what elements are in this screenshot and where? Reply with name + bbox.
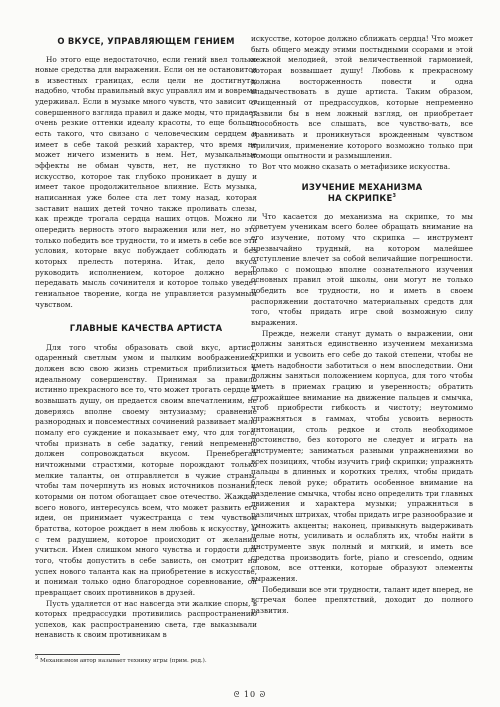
section-heading-taste: О ВКУСЕ, УПРАВЛЯЮЩЕМ ГЕНИЕМ [57,36,235,46]
ornament-left-icon: ᘓ [233,690,241,699]
paragraph-qualities: Для того чтобы образовать свой вкус, артист, одаренный светлым умом и пылким воображением, должен всю свою жизнь стремиться приблизиться к идеальному совершенству. Принимая за правило истинно прекрасного все то, что может трогать сердце и возвышать душу, он предается своим впечатлениям, не доверяясь вполне своему энтузиазму; сравнение разнородных и повсеместных сочинений развивает мало помалу его суждение и показывает ему, что для того, чтобы признать в себе задатку, гений непременно должен сопровождаться вкусом. Пренебрегая ничтожными страстями, которые порождают только мелкие таланты, он отправляется в чужие страны, чтобы там почерпнуть из новых источников познания, которыми он потом обогащает свое отечество. Жаждая всего нового, интересуясь всем, что может развить его идеи, он принимает чужестранца с тем чувством братства, которое рождает в нем любовь к искусству, и с тем радушием, которое происходит от желания учиться. Имея слишком много чувства и гордости для того, чтобы допустить в себе зависть, он смотрит на успех нового таланта как на приобретение в искусстве, и понимая только одно благородное соревнование, он превращает своих противников в друзей. [35,342,257,597]
section-heading-mechanism [251,182,473,204]
left-column [35,34,257,641]
footnote-text: Механизмом автор называет технику игры (прим. ред.). [38,658,207,664]
paragraph-mechanism: Что касается до механизма на скрипке, то мы советуем ученикам всего более обращать внимание на его изучение, потому что скрипка — инструмент чрезвычайно трудный, на котором малейшее отступление влечет за собой величайшие погрешности. Только с помощью вполне сознательного изучения основных правил этой школы, они могут не только победить все трудности, но и иметь в своем распоряжении достаточно материальных средств для того, чтобы придать игре свой возможную силу выражения. [251,211,473,328]
paragraph-taste: Но этого еще недостаточно, если гений ввел только новые средства для выражения. Если он не остановится в известных границах, если цели не достигнута; надобно, чтобы правильный вкус управлял им и вовремя удерживал. Если в музыке много чувств, что зависит от совершенного взгляда правил и даже моды, что придает очень резкие оттенки идеалу красоты, то еще больше есть такого, что связано с человеческим сердцем и имеет в себе такой резкий характер, что время не может ничего изменить в нем. Нет, музыкальные эффекты не обман чувств, нет, не пустякно то искусство, которое так глубоко проникает в душу и имеет такое продолжительное влияние. Есть музыка, написанная уже более ста лет тому назад, которая заставит наших детей точно также проливать слезы, как прежде трогала сердца наших отцов. Можно ли опередить верность этого выражения или нет, но это только победить все трудности, то и иметь в себе все эти условия, которые вкус побуждает соблюдать и без которых прелесть потеряна. Итак, дело вкуса руководить исполнением, которое должно верно передавать мысль сочинителя и которое только уведет гениальное творение, когда не управляется разумным чувством. [35,54,257,309]
section-heading-qualities: ГЛАВНЫЕ КАЧЕСТВА АРТИСТА [69,323,223,334]
heading-line-2: НА СКРИПКЕ$^3$ [327,192,397,203]
ornament-right-icon: ᘐ [259,690,267,699]
page-number-block [0,690,500,700]
paragraph-disputes: Пусть удаляется от нас навсегда эти жалкие споры, в которых предрассудки противились распространению успехов, как распространению света, где выказывали ненависть к своим противникам в [35,598,257,640]
heading-line-1: ИЗУЧЕНИЕ МЕХАНИЗМА [301,181,423,192]
paragraph-conclusion: Победивши все эти трудности, талант идет вперед, не встречая более препятствий, доходит до полного развития. [251,584,473,615]
page-number: 10 [243,690,257,699]
footnote-divider [35,654,120,655]
right-column [251,34,473,616]
paragraph-continued: искусстве, которое должно сближать сердца! Что может быть общего между этими постыдными ссорами и этой нежной мелодией, этой величественной гармонией, которая возвышает душу! Любовь к прекрасному должна восторженность повести и одна владычествовать в душе артиста. Таким образом, очищенный от предрассудков, которые непременно развили бы в нем ложный взгляд, он приобретает способность все слышать, все чувство-вать, все сравнивать и проникнуться врожденным чувством приличия, применение которого возможно только при помощи опытности и размышления. [251,34,473,161]
paragraph-exercises: Прежде, нежели станут думать о выражении, они должны заняться единственно изучением механизма скрипки и усвоить его себе до такой степени, чтобы не иметь надобности заботиться о нем впоследствии. Они должны заняться положением корпуса, для того чтобы иметь в приемах грацию и уверенность; обратить строжайшее внимание на движение пальцев и смычка, чтоб приобрести гибкость и чистоту; неутомимо упражняться в гаммах, чтобы усвоить верность интонации, столь редкое и столь необходимое достоинство, без которого не следует и играть на инструменте; заниматься разными упражнениями во всех позициях, чтобы изучить гриф скрипки; упражнять пальцы в длинных и коротких трелях, чтобы придать блеск левой руке; обратить особенное внимание на разделение смычка, чтобы ясно определить три главных движения и характера музыки; упражняться в различных штрихах, чтобы придать игре разнообразие и умножить акценты; наконец, привыкнуть выдерживать целые ноты, усиливать и ослаблять их, чтобы найти в инструменте звук полный и мягкий, и иметь все средства производить forte, piano и crescendo, одним словом, все оттенки, которые образуют элементы выражения. [251,328,473,583]
footnote-marker: 3 [392,192,397,199]
footnote-number: 3 [35,655,39,662]
footnote [35,655,455,665]
paragraph-metaphysics: Вот что можно сказать о метафизике искусства. [262,161,451,171]
